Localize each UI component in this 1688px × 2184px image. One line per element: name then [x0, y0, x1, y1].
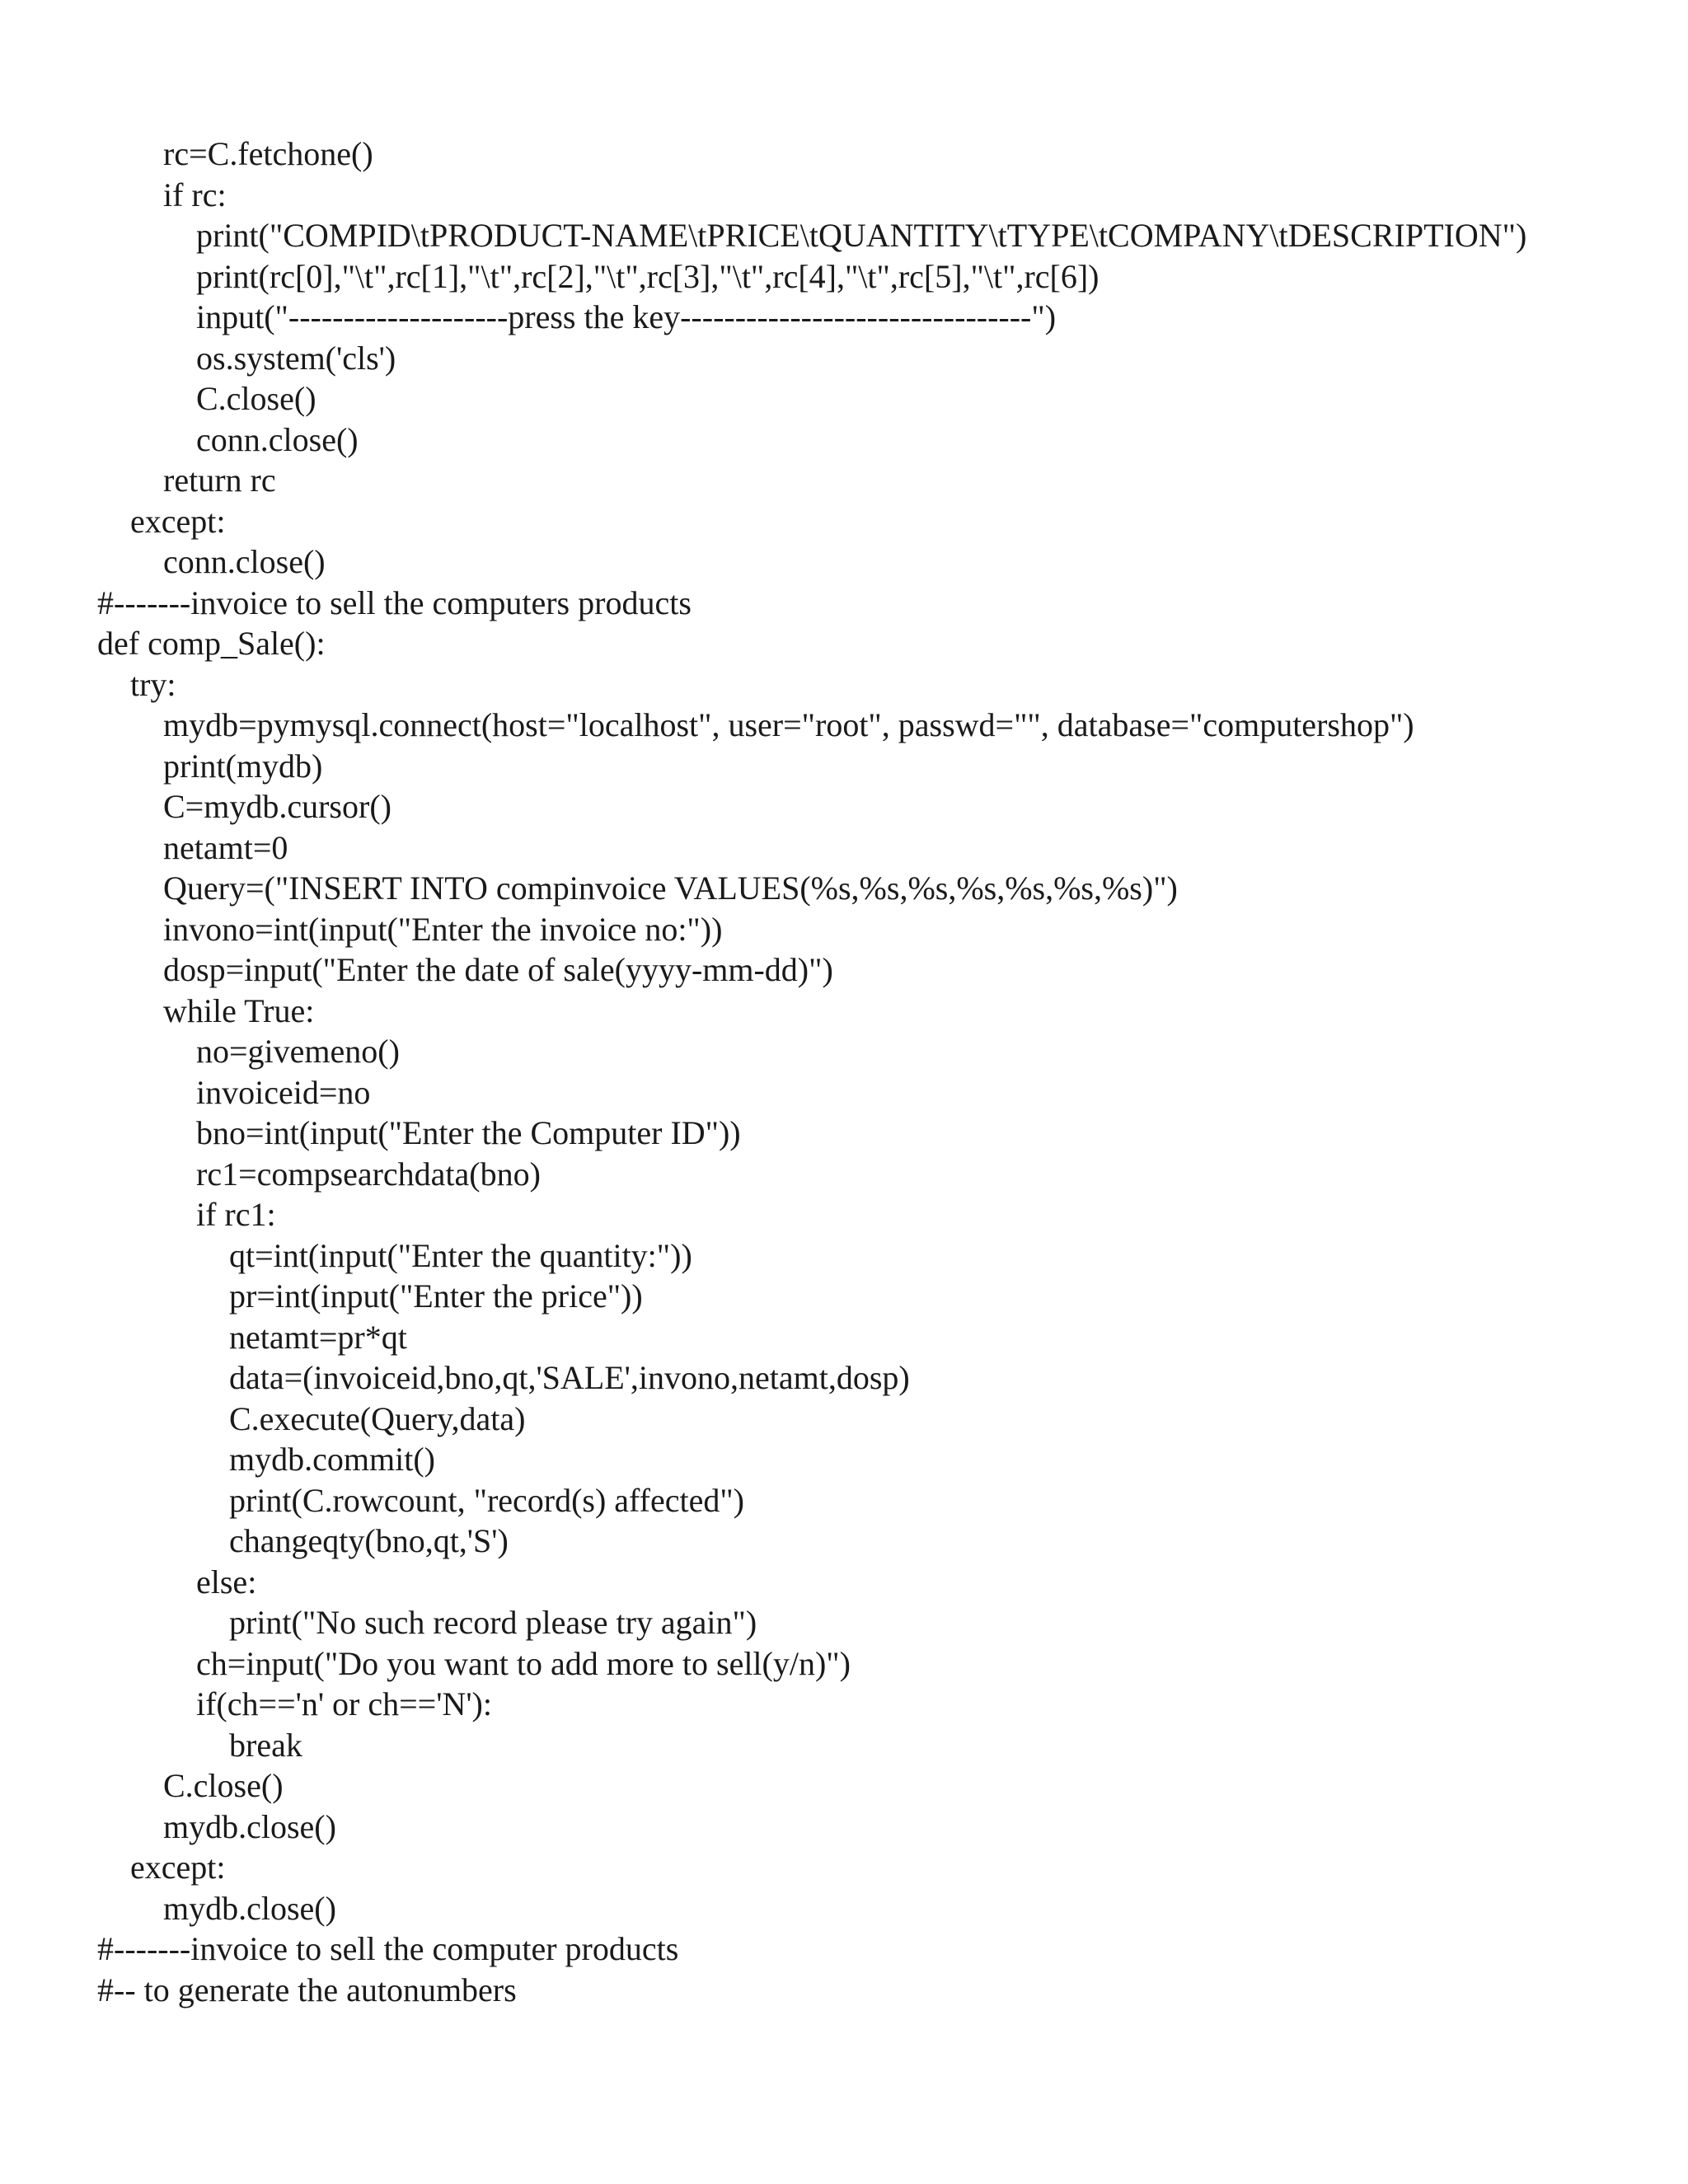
code-listing	[97, 134, 1663, 2010]
code-line: if rc1:	[196, 1196, 276, 1233]
code-line: mydb=pymysql.connect(host="localhost", user="root", passwd="", database="computershop")	[163, 706, 1414, 743]
code-line: C.close()	[196, 380, 316, 417]
code-line: C=mydb.cursor()	[163, 788, 392, 825]
code-comment: #-- to generate the autonumbers	[97, 1971, 517, 2008]
code-line: qt=int(input("Enter the quantity:"))	[229, 1236, 692, 1274]
code-line: try:	[130, 665, 176, 703]
code-line: conn.close()	[163, 543, 326, 580]
code-line: pr=int(input("Enter the price"))	[229, 1277, 643, 1315]
code-line: print(rc[0],"\t",rc[1],"\t",rc[2],"\t",rc[3],"\t",rc[4],"\t",rc[5],"\t",rc[6])	[196, 257, 1100, 295]
code-line: no=givemeno()	[196, 1033, 400, 1070]
code-line: netamt=pr*qt	[229, 1318, 407, 1356]
code-line: ch=input("Do you want to add more to sell(y/n)")	[196, 1644, 851, 1682]
function-definition: def comp_Sale():	[97, 625, 326, 662]
code-line: C.close()	[163, 1767, 284, 1804]
code-line: rc1=compsearchdata(bno)	[196, 1155, 541, 1193]
code-line: conn.close()	[196, 420, 359, 458]
code-line: mydb.close()	[163, 1807, 336, 1845]
code-line: bno=int(input("Enter the Computer ID"))	[196, 1114, 741, 1151]
code-line: print("COMPID\tPRODUCT-NAME\tPRICE\tQUANTITY\tTYPE\tCOMPANY\tDESCRIPTION")	[196, 217, 1527, 254]
code-line: while True:	[163, 991, 315, 1029]
code-line: print(mydb)	[163, 747, 323, 785]
code-line: print(C.rowcount, "record(s) affected")	[229, 1481, 744, 1519]
code-line: if(ch=='n' or ch=='N'):	[196, 1685, 492, 1722]
code-line: except:	[130, 502, 226, 540]
code-comment: #-------invoice to sell the computer products	[97, 1930, 679, 1967]
code-line: invono=int(input("Enter the invoice no:"))	[163, 910, 723, 948]
code-line: input("--------------------press the key--------------------------------")	[196, 298, 1057, 335]
code-line: mydb.commit()	[229, 1441, 435, 1478]
code-line: print("No such record please try again")	[229, 1604, 757, 1641]
code-line: netamt=0	[163, 828, 288, 866]
code-line: break	[229, 1726, 302, 1764]
code-comment: #-------invoice to sell the computers products	[97, 583, 692, 621]
code-line: Query=("INSERT INTO compinvoice VALUES(%s,%s,%s,%s,%s,%s,%s)")	[163, 869, 1178, 907]
code-line: except:	[130, 1849, 226, 1886]
code-line: else:	[196, 1563, 257, 1601]
code-line: data=(invoiceid,bno,qt,'SALE',invono,netamt,dosp)	[229, 1359, 910, 1396]
code-line: rc=C.fetchone()	[163, 135, 373, 172]
code-line: mydb.close()	[163, 1889, 336, 1927]
code-line: os.system('cls')	[196, 339, 396, 377]
code-line: return rc	[163, 462, 276, 499]
code-line: if rc:	[163, 176, 227, 213]
code-line: invoiceid=no	[196, 1073, 371, 1111]
code-line: C.execute(Query,data)	[229, 1399, 526, 1437]
code-line: dosp=input("Enter the date of sale(yyyy-mm-dd)")	[163, 951, 833, 988]
code-line: changeqty(bno,qt,'S')	[229, 1522, 509, 1559]
